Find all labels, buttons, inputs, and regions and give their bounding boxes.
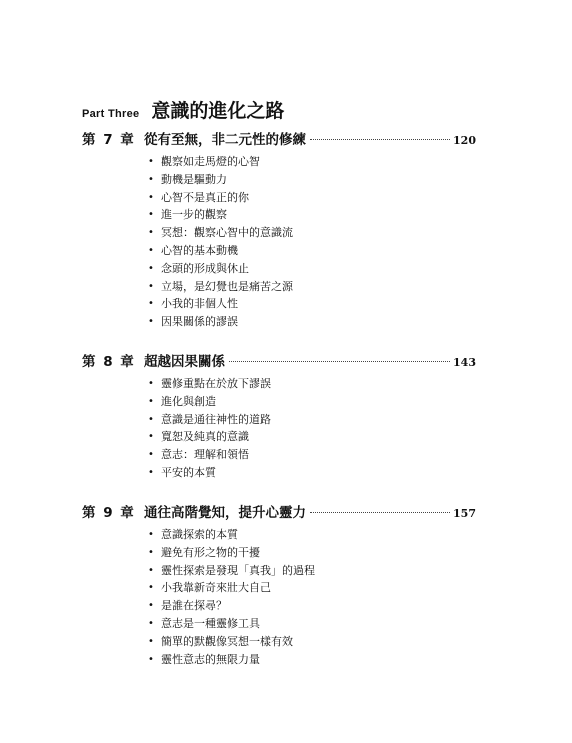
list-item bbox=[148, 597, 476, 615]
list-item bbox=[148, 189, 476, 207]
part-label: Part Three bbox=[82, 108, 140, 120]
bullet-icon: • bbox=[148, 262, 154, 274]
bullet-icon: • bbox=[148, 173, 154, 185]
list-item bbox=[148, 278, 476, 296]
list-item bbox=[148, 393, 476, 411]
bullet-icon: • bbox=[148, 413, 154, 425]
topic-text: 觀察如走馬燈的心智 bbox=[161, 155, 260, 168]
list-item bbox=[148, 633, 476, 651]
chapter-heading bbox=[82, 501, 476, 519]
topic-text: 進化與創造 bbox=[161, 394, 216, 408]
list-item bbox=[148, 615, 476, 633]
chapter-title: 超越因果關係 bbox=[144, 354, 225, 370]
list-item bbox=[148, 526, 476, 544]
topic-text: 靈修重點在於放下謬誤 bbox=[161, 377, 271, 390]
bullet-icon: • bbox=[148, 582, 154, 594]
page-number: 120 bbox=[453, 134, 476, 147]
list-item bbox=[148, 153, 476, 171]
list-item bbox=[148, 260, 476, 278]
chapter-9 bbox=[82, 501, 476, 668]
topic-text: 意志：理解和領悟 bbox=[161, 448, 249, 462]
bullet-icon: • bbox=[148, 617, 154, 629]
topic-text: 立場，是幻覺也是痛苦之源 bbox=[161, 279, 293, 293]
list-item bbox=[148, 313, 476, 331]
topic-text: 意志是一種靈修工具 bbox=[161, 616, 260, 630]
bullet-icon: • bbox=[148, 529, 154, 540]
list-item bbox=[148, 464, 476, 482]
bullet-icon: • bbox=[148, 546, 154, 558]
chapter-number: 第 7 章 bbox=[82, 132, 134, 148]
chapter-heading bbox=[82, 350, 476, 368]
bullet-icon: • bbox=[148, 564, 154, 576]
chapter-7 bbox=[82, 128, 476, 331]
topic-text: 冥想：觀察心智中的意識流 bbox=[161, 226, 293, 240]
bullet-icon: • bbox=[148, 449, 154, 461]
topic-text: 小我靠新奇來壯大自己 bbox=[161, 581, 271, 595]
topic-list bbox=[82, 153, 476, 331]
topic-text: 寬恕及純真的意識 bbox=[161, 430, 249, 444]
list-item bbox=[148, 171, 476, 189]
bullet-icon: • bbox=[148, 395, 154, 407]
bullet-icon: • bbox=[148, 298, 154, 310]
topic-text: 意識是通往神性的道路 bbox=[161, 412, 271, 426]
bullet-icon: • bbox=[148, 635, 154, 647]
list-item bbox=[148, 446, 476, 464]
list-item bbox=[148, 562, 476, 580]
list-item bbox=[148, 428, 476, 446]
bullet-icon: • bbox=[148, 653, 154, 665]
dot-leader bbox=[229, 361, 450, 362]
topic-text: 意識探索的本質 bbox=[161, 528, 238, 541]
dot-leader bbox=[310, 139, 450, 140]
bullet-icon: • bbox=[148, 280, 154, 292]
bullet-icon: • bbox=[148, 209, 154, 221]
chapter-title: 通往高階覺知，提升心靈力 bbox=[144, 505, 306, 521]
list-item bbox=[148, 295, 476, 313]
topic-text: 避免有形之物的干擾 bbox=[161, 545, 260, 559]
part-header bbox=[82, 96, 284, 123]
list-item bbox=[148, 651, 476, 669]
topic-list bbox=[82, 526, 476, 668]
topic-text: 靈性探索是發現「真我」的過程 bbox=[161, 563, 315, 577]
chapter-number: 第 9 章 bbox=[82, 505, 134, 521]
topic-text: 是誰在探尋？ bbox=[161, 599, 227, 613]
bullet-icon: • bbox=[148, 316, 154, 328]
part-title: 意識的進化之路 bbox=[151, 100, 285, 122]
topic-text: 念頭的形成與休止 bbox=[161, 261, 249, 275]
topic-text: 動機是驅動力 bbox=[161, 172, 227, 186]
topic-text: 心智不是真正的你 bbox=[161, 190, 249, 204]
page-number: 143 bbox=[453, 356, 476, 369]
topic-list bbox=[82, 375, 476, 482]
topic-text: 小我的非個人性 bbox=[161, 297, 238, 311]
topic-text: 進一步的觀察 bbox=[161, 208, 227, 222]
chapter-number: 第 8 章 bbox=[82, 354, 134, 370]
dot-leader bbox=[310, 512, 450, 513]
topic-text: 簡單的默觀像冥想一樣有效 bbox=[161, 634, 293, 648]
list-item bbox=[148, 544, 476, 562]
bullet-icon: • bbox=[148, 244, 154, 256]
list-item bbox=[148, 411, 476, 429]
bullet-icon: • bbox=[148, 466, 154, 478]
topic-text: 靈性意志的無限力量 bbox=[161, 652, 260, 666]
list-item bbox=[148, 579, 476, 597]
bullet-icon: • bbox=[148, 378, 154, 389]
bullet-icon: • bbox=[148, 191, 154, 203]
bullet-icon: • bbox=[148, 227, 154, 239]
bullet-icon: • bbox=[148, 600, 154, 612]
topic-text: 因果關係的謬誤 bbox=[161, 315, 238, 329]
topic-text: 心智的基本動機 bbox=[161, 243, 238, 257]
bullet-icon: • bbox=[148, 156, 154, 167]
chapter-heading bbox=[82, 128, 476, 146]
list-item bbox=[148, 224, 476, 242]
chapter-8 bbox=[82, 350, 476, 482]
page-number: 157 bbox=[453, 507, 476, 520]
list-item bbox=[148, 242, 476, 260]
list-item bbox=[148, 375, 476, 393]
chapter-title: 從有至無，非二元性的修練 bbox=[144, 132, 306, 148]
bullet-icon: • bbox=[148, 431, 154, 443]
topic-text: 平安的本質 bbox=[161, 465, 216, 479]
list-item bbox=[148, 206, 476, 224]
